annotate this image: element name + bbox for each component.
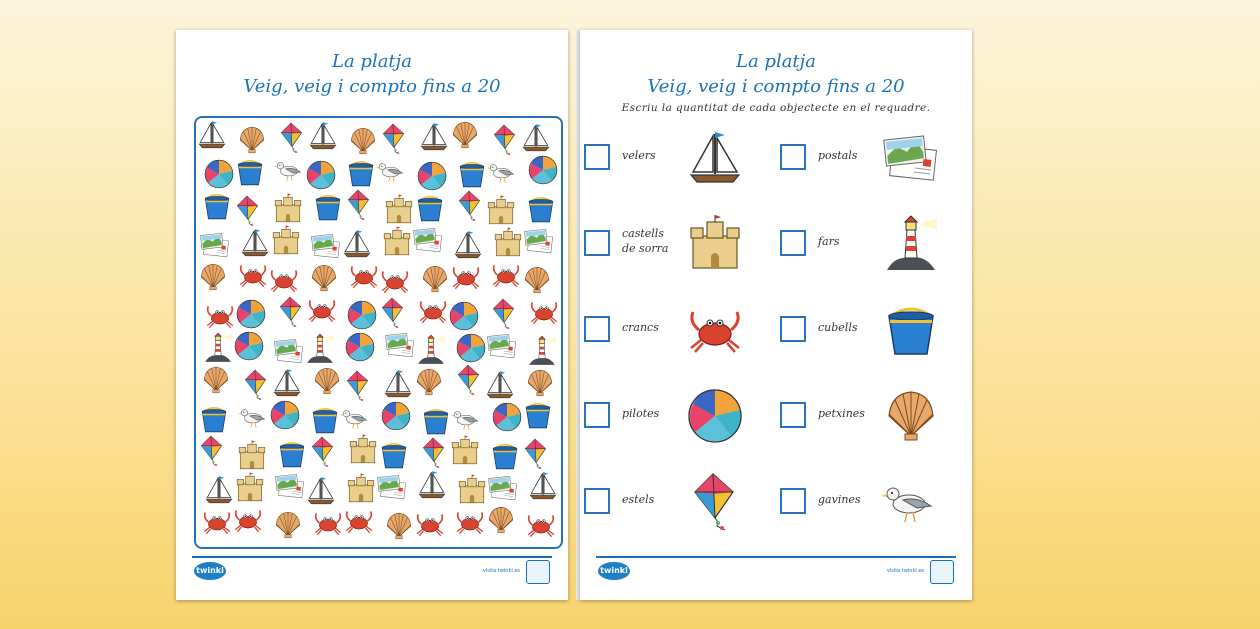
bucket-icon — [525, 193, 557, 225]
seagull-icon — [876, 472, 946, 532]
crab-icon — [306, 294, 338, 326]
sailboat-icon — [418, 121, 450, 153]
kite-icon — [520, 438, 552, 470]
sandcastle-icon — [485, 195, 517, 227]
postcard-icon — [274, 470, 306, 502]
shell-icon — [272, 509, 304, 541]
bucket-icon — [309, 404, 341, 436]
kite-icon — [377, 297, 409, 329]
beach-ball-icon — [346, 299, 378, 331]
bucket-icon — [345, 157, 377, 189]
bucket-icon — [201, 190, 233, 222]
lighthouse-icon — [876, 214, 946, 274]
left-title-line2: Veig, veig i compto fins a 20 — [243, 76, 501, 97]
sailboat-icon — [307, 120, 339, 152]
sailboat-icon — [196, 119, 228, 151]
shell-icon — [449, 119, 481, 151]
count-row-sandcastle — [584, 214, 764, 274]
sailboat-icon — [203, 474, 235, 506]
beach-ball-icon — [448, 300, 480, 332]
beach-ball-icon — [305, 159, 337, 191]
postcard-icon — [876, 128, 946, 188]
count-row-label: cubells — [818, 321, 858, 334]
shell-icon — [521, 264, 553, 296]
beach-ball-icon — [235, 298, 267, 330]
seagull-icon — [376, 155, 408, 187]
shell-icon — [524, 367, 556, 399]
count-row-label: velers — [622, 149, 656, 162]
crab-icon — [232, 504, 264, 536]
kite-icon — [196, 435, 228, 467]
sandcastle-icon — [383, 194, 415, 226]
beach-ball-icon — [491, 401, 523, 433]
right-footer-url: visita twinkl.es — [886, 568, 924, 574]
count-answer-box[interactable] — [780, 402, 806, 428]
crab-icon — [379, 265, 411, 297]
count-answer-box[interactable] — [780, 144, 806, 170]
count-row-postcard — [780, 128, 960, 188]
count-answer-box[interactable] — [780, 230, 806, 256]
sailboat-icon — [271, 367, 303, 399]
sailboat-icon — [680, 128, 750, 188]
instruction-text: Escriu la quantitat de cada objectecte en el requadre. — [621, 102, 931, 114]
bucket-icon — [234, 156, 266, 188]
crab-icon — [268, 264, 300, 296]
bucket-icon — [420, 405, 452, 437]
count-row-label: gavines — [818, 493, 861, 506]
lighthouse-icon — [415, 334, 447, 366]
kite-icon — [240, 369, 272, 401]
sandcastle-icon — [449, 435, 481, 467]
seagull-icon — [238, 401, 270, 433]
sailboat-icon — [484, 369, 516, 401]
count-row-label: crancs — [622, 321, 659, 334]
seagull-icon — [340, 402, 372, 434]
sailboat-icon — [527, 470, 559, 502]
count-row-label: pilotes — [622, 407, 660, 420]
crab-icon — [348, 260, 380, 292]
sandcastle-icon — [347, 434, 379, 466]
count-row-seagull — [780, 472, 960, 532]
beach-ball-icon — [269, 399, 301, 431]
sandcastle-icon — [270, 225, 302, 257]
beach-ball-icon — [680, 386, 750, 446]
beach-ball-icon — [416, 160, 448, 192]
sandcastle-icon — [236, 440, 268, 472]
kite-icon — [454, 190, 486, 222]
count-answer-box[interactable] — [584, 144, 610, 170]
count-row-label: fars — [818, 235, 840, 248]
right-title-line2: Veig, veig i compto fins a 20 — [647, 76, 905, 97]
kite-icon — [680, 472, 750, 532]
sailboat-icon — [520, 122, 552, 154]
right-twinkl-logo: twinkl — [598, 562, 630, 580]
lighthouse-icon — [202, 332, 234, 364]
beach-ball-icon — [344, 331, 376, 363]
count-row-label: estels — [622, 493, 655, 506]
postcard-icon — [523, 225, 555, 257]
crab-icon — [204, 300, 236, 332]
shell-icon — [383, 510, 415, 542]
postcard-icon — [310, 230, 342, 262]
bucket-icon — [198, 403, 230, 435]
sailboat-icon — [239, 227, 271, 259]
kite-icon — [488, 298, 520, 330]
crab-icon — [528, 296, 560, 328]
shell-icon — [485, 504, 517, 536]
postcard-icon — [384, 329, 416, 361]
postcard-icon — [412, 224, 444, 256]
count-row-label: petxines — [818, 407, 865, 420]
kite-icon — [343, 189, 375, 221]
shell-icon — [236, 124, 268, 156]
beach-ball-icon — [527, 154, 559, 186]
sailboat-icon — [452, 229, 484, 261]
sailboat-icon — [416, 469, 448, 501]
crab-icon — [237, 259, 269, 291]
lighthouse-icon — [304, 333, 336, 365]
count-row-crab — [584, 300, 764, 360]
kite-icon — [307, 436, 339, 468]
shell-icon — [419, 263, 451, 295]
postcard-icon — [487, 472, 519, 504]
bucket-icon — [312, 191, 344, 223]
bucket-icon — [489, 440, 521, 472]
count-row-label: postals — [818, 149, 858, 162]
count-answer-box[interactable] — [584, 316, 610, 342]
shell-icon — [197, 261, 229, 293]
kite-icon — [453, 364, 485, 396]
beach-ball-icon — [380, 400, 412, 432]
sandcastle-icon — [680, 214, 750, 274]
count-row-label: castells de sorra — [622, 227, 669, 255]
count-answer-box[interactable] — [584, 488, 610, 514]
kite-icon — [276, 122, 308, 154]
crab-icon — [312, 507, 344, 539]
beach-ball-icon — [203, 158, 235, 190]
kite-icon — [342, 370, 374, 402]
bucket-icon — [378, 439, 410, 471]
count-answer-box[interactable] — [780, 488, 806, 514]
crab-icon — [414, 508, 446, 540]
left-title-line1: La platja — [332, 51, 412, 72]
seagull-icon — [274, 154, 306, 186]
right-footer-badge-icon — [930, 560, 954, 584]
left-footer-url: visita twinkl.es — [482, 568, 520, 574]
bucket-icon — [522, 399, 554, 431]
count-row-lighthouse — [780, 214, 960, 274]
kite-icon — [275, 296, 307, 328]
left-twinkl-logo: twinkl — [194, 562, 226, 580]
bucket-icon — [456, 158, 488, 190]
right-footer-line — [596, 556, 956, 558]
left-footer-badge-icon — [526, 560, 550, 584]
postcard-icon — [486, 330, 518, 362]
count-row-beach-ball — [584, 386, 764, 446]
shell-icon — [200, 364, 232, 396]
kite-icon — [378, 123, 410, 155]
right-worksheet-page — [580, 30, 972, 600]
crab-icon — [525, 509, 557, 541]
seagull-icon — [487, 156, 519, 188]
count-row-kite — [584, 472, 764, 532]
sailboat-icon — [341, 228, 373, 260]
count-row-shell — [780, 386, 960, 446]
sandcastle-icon — [492, 227, 524, 259]
seagull-icon — [451, 403, 483, 435]
shell-icon — [311, 365, 343, 397]
counting-scene — [194, 116, 563, 549]
lighthouse-icon — [526, 335, 558, 367]
left-footer-line — [192, 556, 552, 558]
sandcastle-icon — [345, 473, 377, 505]
kite-icon — [489, 124, 521, 156]
crab-icon — [490, 259, 522, 291]
sandcastle-icon — [456, 474, 488, 506]
bucket-icon — [276, 438, 308, 470]
crab-icon — [454, 506, 486, 538]
crab-icon — [450, 261, 482, 293]
crab-icon — [343, 505, 375, 537]
beach-ball-icon — [455, 332, 487, 364]
bucket-icon — [876, 300, 946, 360]
shell-icon — [876, 386, 946, 446]
sailboat-icon — [382, 368, 414, 400]
left-worksheet-page — [176, 30, 568, 600]
sailboat-icon — [305, 475, 337, 507]
beach-ball-icon — [233, 330, 265, 362]
crab-icon — [201, 506, 233, 538]
crab-icon — [680, 300, 750, 360]
right-title-line1: La platja — [736, 51, 816, 72]
count-answer-box[interactable] — [780, 316, 806, 342]
postcard-icon — [273, 335, 305, 367]
sandcastle-icon — [234, 472, 266, 504]
postcard-icon — [376, 471, 408, 503]
count-answer-box[interactable] — [584, 230, 610, 256]
count-answer-box[interactable] — [584, 402, 610, 428]
count-row-sailboat — [584, 128, 764, 188]
bucket-icon — [414, 192, 446, 224]
postcard-icon — [199, 229, 231, 261]
sandcastle-icon — [381, 226, 413, 258]
count-row-bucket — [780, 300, 960, 360]
shell-icon — [347, 125, 379, 157]
kite-icon — [232, 195, 264, 227]
shell-icon — [308, 262, 340, 294]
crab-icon — [417, 295, 449, 327]
kite-icon — [418, 437, 450, 469]
shell-icon — [413, 366, 445, 398]
sandcastle-icon — [272, 193, 304, 225]
